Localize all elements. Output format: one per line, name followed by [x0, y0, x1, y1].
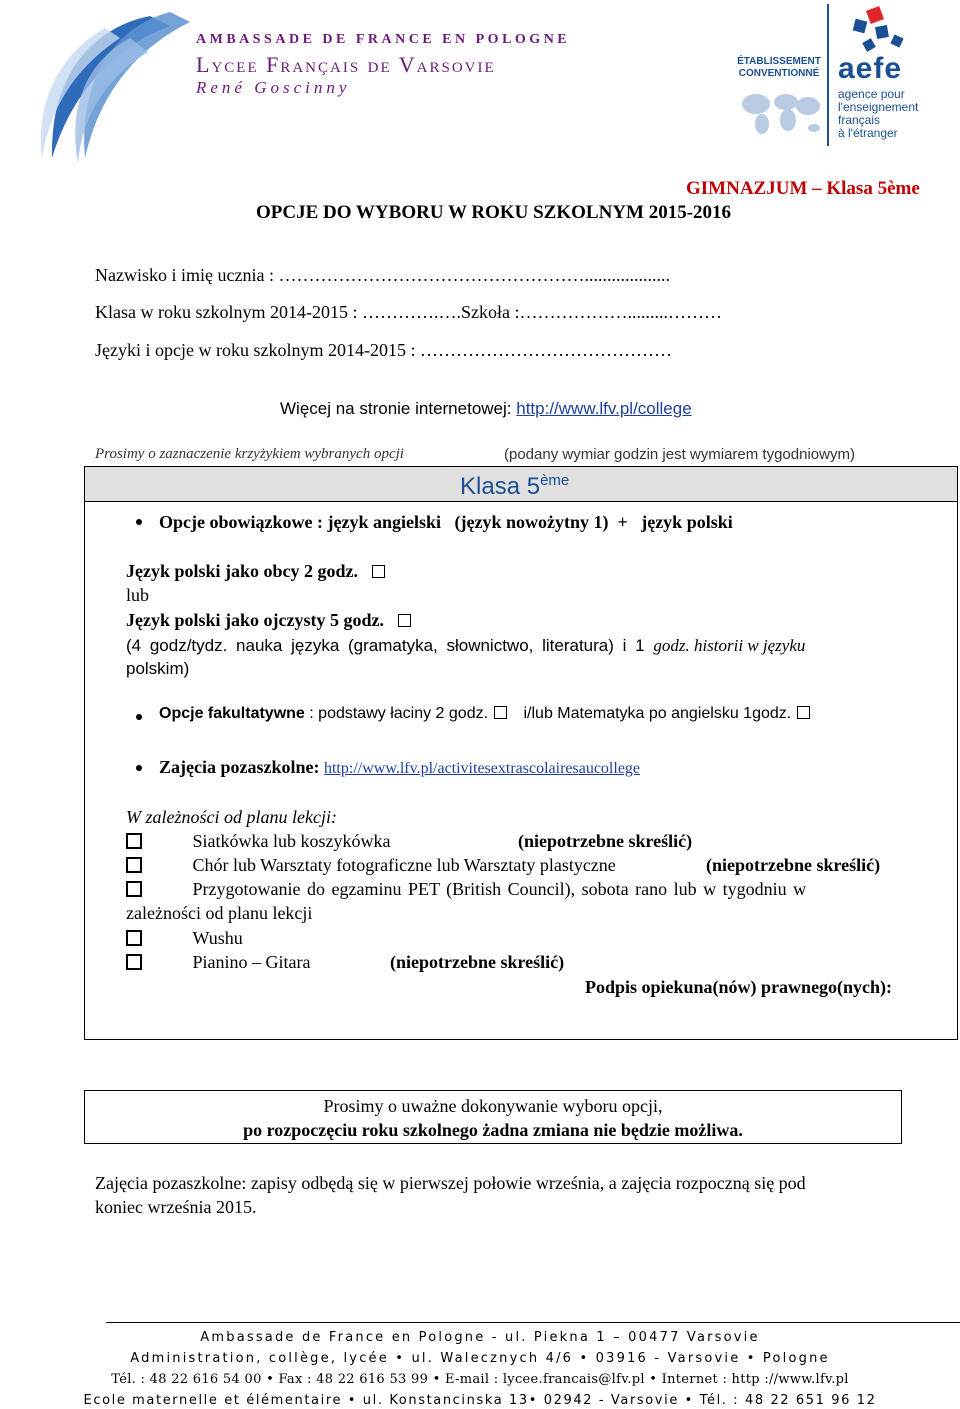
student-name-field[interactable]: Nazwisko i imię ucznia : ……………………………………………...................: [95, 265, 670, 285]
level-heading: GIMNAZJUM – Klasa 5ème: [686, 178, 920, 199]
website-link[interactable]: http://www.lfv.pl/college: [516, 399, 692, 418]
footer-administration: Administration, collège, lycée • ul. Walecznych 4/6 • 03916 - Varsovie • Pologne: [130, 1351, 830, 1366]
polish-foreign-checkbox[interactable]: [372, 565, 385, 578]
signature-label: Podpis opiekuna(nów) prawnego(nych):: [585, 977, 893, 997]
optional-latin: : podstawy łaciny 2 godz.: [304, 705, 489, 722]
efe-badge-line1: ÉTABLISSEMENT: [737, 56, 821, 67]
piano-checkbox[interactable]: [126, 954, 142, 970]
choir-checkbox[interactable]: [126, 857, 142, 873]
class-heading: [460, 472, 569, 501]
polish-note-a: (4 godz/tydz. nauka języka (gramatyka, słownictwo, literatura) i 1: [126, 636, 654, 655]
activity-3-cont: zależności od planu lekcji: [126, 903, 313, 923]
activity-1: Siatkówka lub koszykówka: [192, 831, 391, 851]
polish-native-checkbox[interactable]: [398, 614, 411, 627]
website-line: [280, 399, 692, 419]
polish-note-end: polskim): [126, 659, 190, 678]
lfv-swirl-logo: [30, 8, 200, 170]
aefe-logo-text: aefe: [838, 52, 903, 85]
footer-embassy: Ambassade de France en Pologne - ul. Piekna 1 – 00477 Varsovie: [200, 1330, 760, 1345]
activity-5: Pianino – Gitara: [192, 952, 311, 972]
activity-row-3: [126, 878, 948, 900]
class-heading-sup: ème: [540, 472, 570, 489]
activity-2-note: (niepotrzebne skreślić): [706, 855, 881, 875]
class-heading-text: Klasa 5: [460, 473, 541, 500]
polish-native-option: [126, 609, 411, 631]
notice-box: [84, 1090, 902, 1144]
polish-note-b: godz. historii w języku: [653, 636, 806, 655]
aefe-tagline-1: agence pour: [838, 87, 905, 101]
activity-1-note: (niepotrzebne skreślić): [518, 831, 693, 851]
or-label: lub: [126, 585, 150, 605]
bullet-icon: [136, 519, 142, 525]
latin-checkbox[interactable]: [494, 706, 507, 719]
aefe-tagline-4: à l'étranger: [838, 126, 898, 140]
optional-math: i/lub Matematyka po angielsku 1godz.: [523, 705, 792, 722]
polish-note: [126, 633, 948, 659]
wushu-checkbox[interactable]: [126, 930, 142, 946]
aefe-tagline-2: l'enseignement: [838, 100, 919, 114]
page-title: OPCJE DO WYBORU W ROKU SZKOLNYM 2015-2016: [256, 202, 732, 223]
polish-foreign-label: Język polski jako obcy 2 godz.: [126, 561, 359, 581]
notice-line-2: po rozpoczęciu roku szkolnego żadna zmiana nie będzie możliwa.: [243, 1120, 743, 1140]
depends-heading: W zależności od planu lekcji:: [126, 807, 337, 827]
extracurricular-label: Zajęcia pozaszkolne:: [159, 757, 324, 777]
header-divider: [827, 4, 829, 146]
mandatory-options: Opcje obowiązkowe : język angielski (język nowożytny 1) + język polski: [159, 512, 733, 532]
activity-row-1: [126, 830, 390, 852]
aefe-tagline: [838, 88, 918, 140]
header-school-name: Lycee Français de Varsovie: [196, 52, 496, 77]
bullet-icon: [136, 765, 142, 771]
languages-field[interactable]: Języki i opcje w roku szkolnym 2014-2015 : ……………………………………: [95, 340, 672, 360]
polish-native-label: Język polski jako ojczysty 5 godz.: [126, 610, 384, 630]
notice-line-1: Prosimy o uważne dokonywanie wyboru opcji,: [323, 1096, 663, 1116]
class-school-field[interactable]: Klasa w roku szkolnym 2014-2015 : ………….….Szkoła :……………….........………: [95, 302, 722, 322]
efe-badge-line2: CONVENTIONNÉ: [738, 68, 820, 79]
header-embassy: AMBASSADE DE FRANCE EN POLOGNE: [196, 32, 571, 47]
footer-primary-school: Ecole maternelle et élémentaire • ul. Konstancinska 13• 02942 - Varsovie • Tél. : 48 22 651 96 12: [83, 1393, 877, 1408]
bullet-icon: [136, 714, 142, 720]
aefe-tagline-3: français: [838, 113, 881, 127]
enrollment-info-2: koniec września 2015.: [95, 1197, 257, 1217]
activity-row-5: [126, 951, 310, 973]
math-checkbox[interactable]: [797, 706, 810, 719]
instruction-left: Prosimy o zaznaczenie krzyżykiem wybranych opcji: [95, 446, 404, 462]
optional-options: [159, 705, 810, 723]
enrollment-info-1: Zajęcia pozaszkolne: zapisy odbędą się w pierwszej połowie września, a zajęcia rozpoczną się pod: [95, 1173, 806, 1193]
header-patron: René Goscinny: [196, 78, 351, 97]
footer-divider: [106, 1322, 960, 1323]
website-label: Więcej na stronie internetowej:: [280, 399, 517, 418]
efe-badge: [734, 56, 824, 80]
world-map-icon: [734, 84, 824, 140]
volleyball-checkbox[interactable]: [126, 833, 142, 849]
activity-3: Przygotowanie do egzaminu PET (British Council), sobota rano lub w tygodniu w: [192, 879, 807, 899]
footer-contact: Tél. : 48 22 616 54 00 • Fax : 48 22 616 53 99 • E-mail : lycee.francais@lfv.pl • Internet : http ://www.lfv.pl: [111, 1372, 849, 1387]
extracurricular-link[interactable]: http://www.lfv.pl/activitesextrascolairesaucollege: [323, 760, 641, 777]
activity-row-2: [126, 854, 616, 876]
instruction-right: (podany wymiar godzin jest wymiarem tygodniowym): [504, 446, 855, 463]
activity-5-note: (niepotrzebne skreślić): [390, 952, 565, 972]
pet-checkbox[interactable]: [126, 881, 142, 897]
polish-foreign-option: [126, 560, 385, 582]
extracurricular-line: [159, 756, 640, 778]
activity-4: Wushu: [192, 928, 243, 948]
activity-2: Chór lub Warsztaty fotograficzne lub Warsztaty plastyczne: [192, 855, 616, 875]
optional-label: Opcje fakultatywne: [159, 705, 305, 722]
activity-row-4: [126, 927, 243, 949]
